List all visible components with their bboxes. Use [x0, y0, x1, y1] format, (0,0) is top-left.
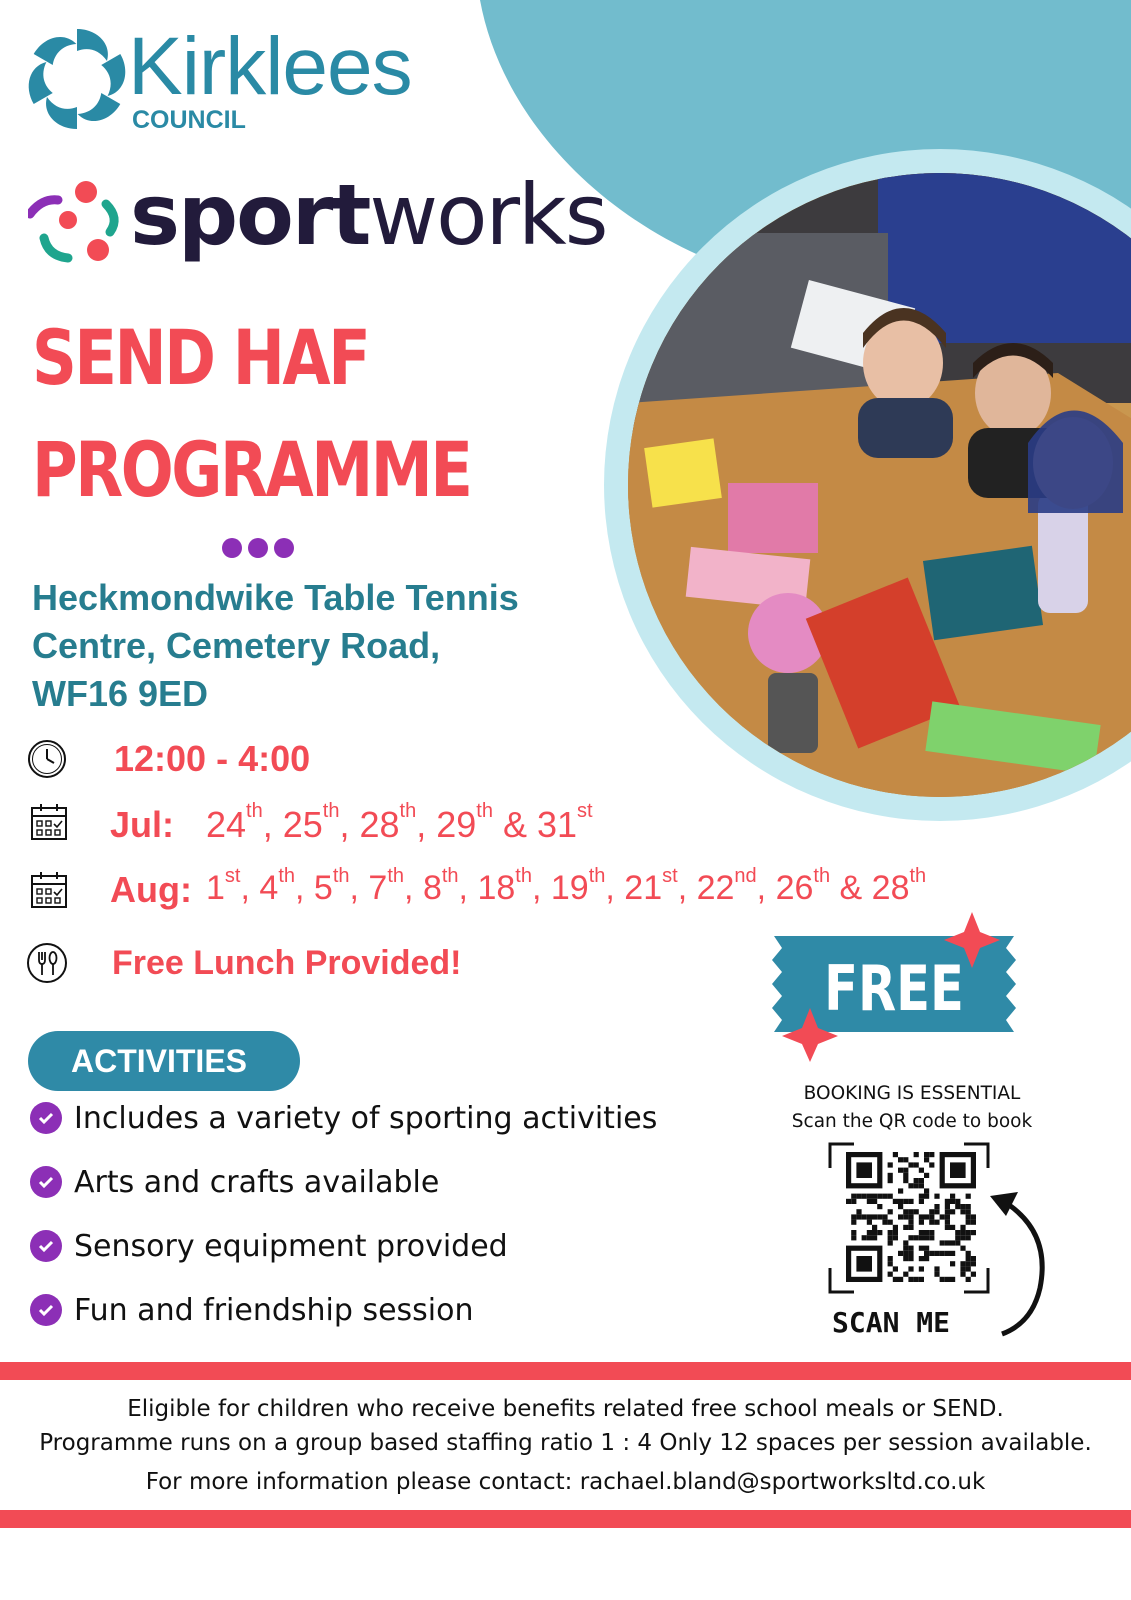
july-date: 25th [282, 800, 340, 845]
august-date: 1st [206, 865, 241, 907]
activity-item [30, 1098, 657, 1138]
venue-line-2: Centre, Cemetery Road, [32, 625, 441, 666]
july-date: 31st [537, 800, 593, 845]
scan-me-label: SCAN ME [832, 1306, 951, 1339]
activity-label: Sensory equipment provided [74, 1228, 508, 1264]
venue-line-1: Heckmondwike Table Tennis [32, 577, 519, 618]
august-date: 8th [422, 865, 459, 907]
activity-item [30, 1290, 474, 1330]
august-date: 26th [775, 865, 831, 907]
july-date: 29th [436, 800, 493, 845]
check-icon [30, 1230, 62, 1262]
july-label: Jul: [110, 804, 175, 845]
footer-staffing-ratio: Programme runs on a group based staffing ratio 1 : 4 Only 12 spaces per session available. [39, 1430, 1092, 1456]
august-date: 5th [313, 865, 350, 907]
august-date: 7th [368, 865, 405, 907]
qr-code-icon[interactable] [822, 1138, 1062, 1344]
booking-scan-instruction: Scan the QR code to book [791, 1111, 1033, 1132]
clock-icon [26, 738, 68, 780]
check-icon [30, 1166, 62, 1198]
activity-label: Includes a variety of sporting activities [74, 1100, 658, 1136]
august-date: 22nd [696, 865, 757, 907]
july-date: 24th [206, 800, 263, 845]
sportworks-wordmark [130, 166, 606, 264]
august-date: 4th [259, 865, 295, 907]
dots-divider [222, 538, 300, 563]
august-date: 19th [550, 865, 606, 907]
footer-bottom-bar [0, 1510, 1131, 1528]
title-line-2: PROGRAMME [32, 425, 471, 514]
activity-item [30, 1226, 508, 1266]
calendar-icon [28, 869, 70, 911]
august-date: 21st [624, 865, 678, 907]
free-label: FREE [824, 953, 964, 1026]
booking-essential: BOOKING IS ESSENTIAL [803, 1083, 1021, 1104]
venue-address [32, 574, 592, 718]
sportworks-bold: sport [130, 166, 370, 264]
activity-label: Arts and crafts available [74, 1164, 440, 1200]
sportworks-dots-icon [28, 178, 124, 268]
july-date: 28th [359, 800, 417, 845]
kirklees-swirl-icon [22, 24, 132, 134]
august-date: 28th [871, 865, 927, 907]
calendar-icon [28, 801, 70, 843]
footer-contact: For more information please contact: rachael.bland@sportworksltd.co.uk [145, 1469, 986, 1495]
kirklees-council-label: COUNCIL [132, 106, 246, 134]
kirklees-wordmark: Kirklees [128, 21, 412, 112]
cutlery-icon [26, 942, 68, 984]
july-dates: 24th, 25th, 28th, 29th & 31st [206, 800, 593, 845]
sportworks-light: works [369, 166, 607, 264]
title-line-1: SEND HAF [32, 313, 369, 402]
session-time: 12:00 - 4:00 [114, 738, 311, 779]
activities-heading: ACTIVITIES [28, 1031, 300, 1091]
free-lunch-text: Free Lunch Provided! [112, 944, 462, 982]
venue-line-3: WF16 9ED [32, 673, 209, 714]
august-date: 18th [477, 865, 532, 907]
activity-item [30, 1162, 439, 1202]
booking-info [780, 1080, 1044, 1136]
august-dates: 1st, 4th, 5th, 7th, 8th, 18th, 19th, 21st, 22nd, 26th & 28th [206, 865, 927, 907]
check-icon [30, 1102, 62, 1134]
august-label: Aug: [110, 869, 192, 910]
activity-label: Fun and friendship session [74, 1292, 474, 1328]
footer-top-bar [0, 1362, 1131, 1380]
check-icon [30, 1294, 62, 1326]
footer-eligibility: Eligible for children who receive benefits related free school meals or SEND. [127, 1396, 1004, 1422]
programme-title [32, 302, 491, 526]
free-ticket-badge [768, 912, 1026, 1062]
